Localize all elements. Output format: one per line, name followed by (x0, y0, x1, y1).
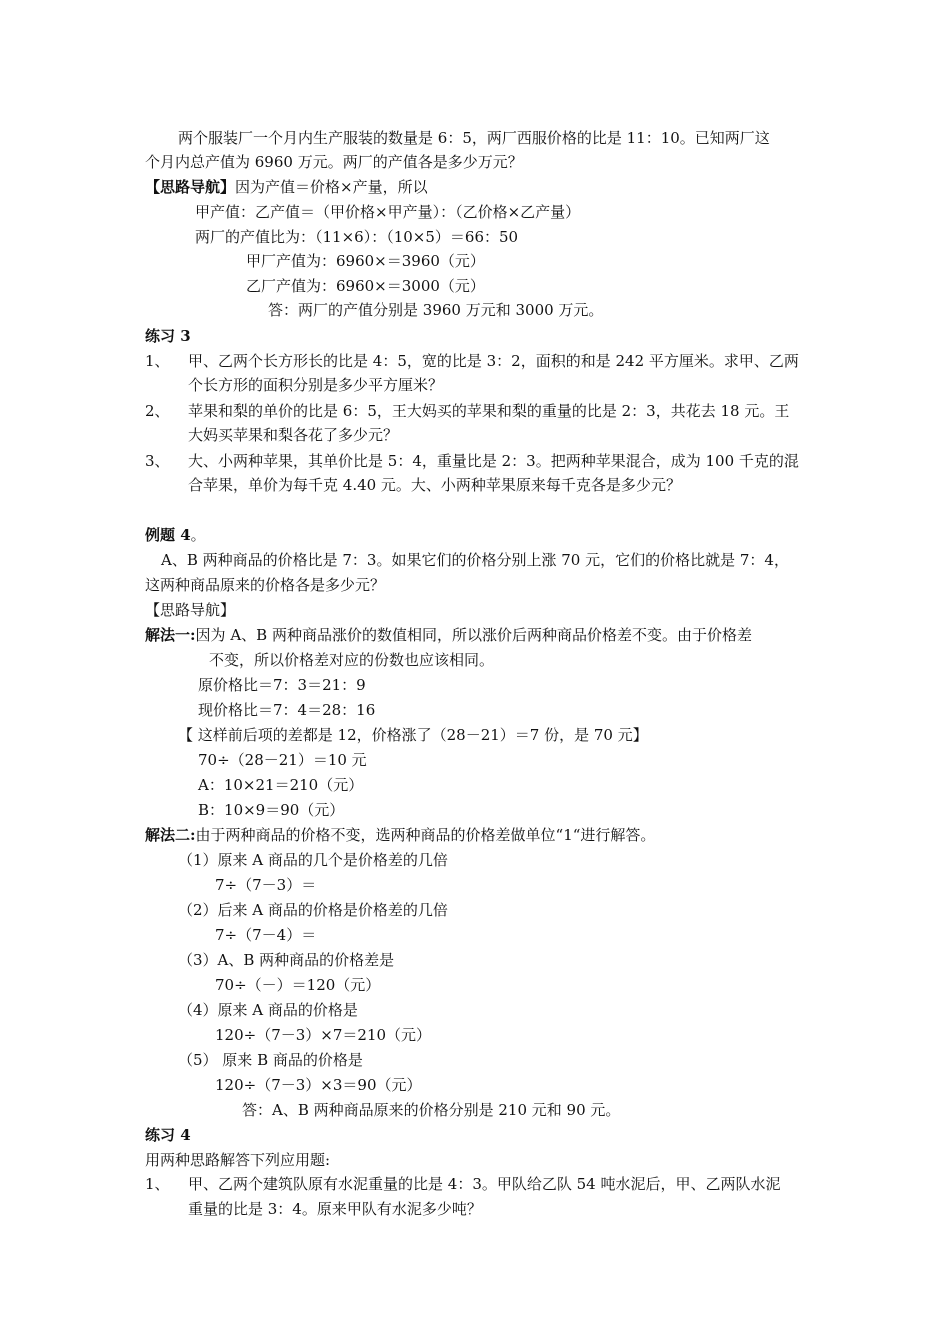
practice4-item-text: 重量的比是 3：4。原来甲队有水泥多少吨？ (188, 1200, 482, 1218)
ex4-method1-line3: 原价格比＝7：3＝21：9 (198, 676, 366, 694)
method2-label: 解法二: (145, 826, 196, 844)
practice4-item-text: 甲、乙两个建筑队原有水泥重量的比是 4：3。甲队给乙队 54 吨水泥后，甲、乙两队水泥 (188, 1175, 781, 1193)
ex4-method1-line7: A：10×21＝210（元） (198, 776, 364, 794)
practice3-item-number: 1、 (145, 352, 170, 370)
practice3-item-number: 3、 (145, 452, 170, 470)
practice4-item-number: 1、 (145, 1175, 170, 1193)
ex4-title-suffix: 。 (190, 526, 206, 544)
ex4-step2: （2）后来 A 商品的价格是价格差的几倍 (178, 901, 448, 919)
ex4-title (145, 525, 206, 545)
ex4-method1-line2: 不变，所以价格差对应的份数也应该相同。 (209, 651, 495, 669)
ex4-step4-expr: 120÷（7－3）×7＝210（元） (215, 1026, 432, 1044)
practice3-item-text: 苹果和梨的单价的比是 6：5，王大妈买的苹果和梨的重量的比是 2：3，共花去 18 元。王 (188, 402, 790, 420)
practice3-item-text: 合苹果，单价为每千克 4.40 元。大、小两种苹果原来每千克各是多少元？ (188, 476, 681, 494)
practice3-title: 练习 3 (145, 327, 191, 345)
ex3-solution-line1: 甲产值：乙产值＝（甲价格×甲产量）：（乙价格×乙产量） (195, 203, 581, 221)
ex4-step4: （4）原来 A 商品的价格是 (178, 1001, 358, 1019)
practice3-item-number: 2、 (145, 402, 170, 420)
practice3-item-text: 大、小两种苹果，其单价比是 5：4，重量比是 2：3。把两种苹果混合，成为 100 千克的混 (188, 452, 799, 470)
practice3-item-text: 大妈买苹果和梨各花了多少元？ (188, 426, 399, 444)
ex3-guide (145, 177, 428, 197)
ex4-problem-line1: A、B 两种商品的价格比是 7：3。如果它们的价格分别上涨 70 元，它们的价格比就是 7：4， (161, 551, 789, 569)
guide-label: 【思路导航】 (145, 178, 236, 196)
ex3-problem-line2: 个月内总产值为 6960 万元。两厂的产值各是多少万元？ (145, 153, 523, 171)
method1-label: 解法一: (145, 626, 196, 644)
ex4-method1-line6: 70÷（28－21）＝10 元 (198, 751, 367, 769)
ex3-solution-line2: 两厂的产值比为：（11×6）：（10×5）＝66：50 (195, 228, 519, 246)
ex4-guide: 【思路导航】 (145, 601, 236, 619)
ex4-method1-line4: 现价格比＝7：4＝28：16 (198, 701, 376, 719)
ex4-step3-expr: 70÷（－）＝120（元） (215, 976, 381, 994)
ex4-answer: 答：A、B 两种商品原来的价格分别是 210 元和 90 元。 (242, 1101, 621, 1119)
practice3-item-text: 个长方形的面积分别是多少平方厘米？ (188, 376, 444, 394)
ex3-solution-line3: 甲厂产值为：6960×＝3960（元） (246, 252, 485, 270)
ex3-answer: 答：两厂的产值分别是 3960 万元和 3000 万元。 (268, 301, 604, 319)
practice4-title: 练习 4 (145, 1126, 191, 1144)
ex4-step5-expr: 120÷（7－3）×3＝90（元） (215, 1076, 422, 1094)
ex4-method1-line8: B：10×9＝90（元） (198, 801, 345, 819)
method1-text: 因为 A、B 两种商品涨价的数值相同，所以涨价后两种商品价格差不变。由于价格差 (195, 626, 752, 644)
practice4-intro: 用两种思路解答下列应用题: (145, 1151, 331, 1169)
ex4-title-text: 例题 4 (145, 526, 191, 544)
guide-text: 因为产值＝价格×产量，所以 (235, 178, 428, 196)
ex4-step3: （3）A、B 两种商品的价格差是 (178, 951, 395, 969)
ex4-method1-line5: 【 这样前后项的差都是 12，价格涨了（28－21）＝7 份，是 70 元】 (178, 726, 648, 744)
ex4-step5: （5） 原来 B 商品的价格是 (178, 1051, 363, 1069)
ex3-problem-line1: 两个服装厂一个月内生产服装的数量是 6：5，两厂西服价格的比是 11：10。已知两厂这 (178, 129, 770, 147)
ex4-step1-expr: 7÷（7－3）＝ (215, 876, 317, 894)
method2-text: 由于两种商品的价格不变，选两种商品的价格差做单位“1“进行解答。 (195, 826, 656, 844)
ex4-method2 (145, 825, 655, 845)
ex4-method1 (145, 625, 752, 645)
ex4-step1: （1）原来 A 商品的几个是价格差的几倍 (178, 851, 448, 869)
ex4-problem-line2: 这两种商品原来的价格各是多少元？ (145, 576, 386, 594)
ex4-step2-expr: 7÷（7－4）＝ (215, 926, 317, 944)
ex3-solution-line4: 乙厂产值为：6960×＝3000（元） (246, 277, 485, 295)
practice3-item-text: 甲、乙两个长方形长的比是 4：5，宽的比是 3：2，面积的和是 242 平方厘米。求甲、乙两 (188, 352, 799, 370)
